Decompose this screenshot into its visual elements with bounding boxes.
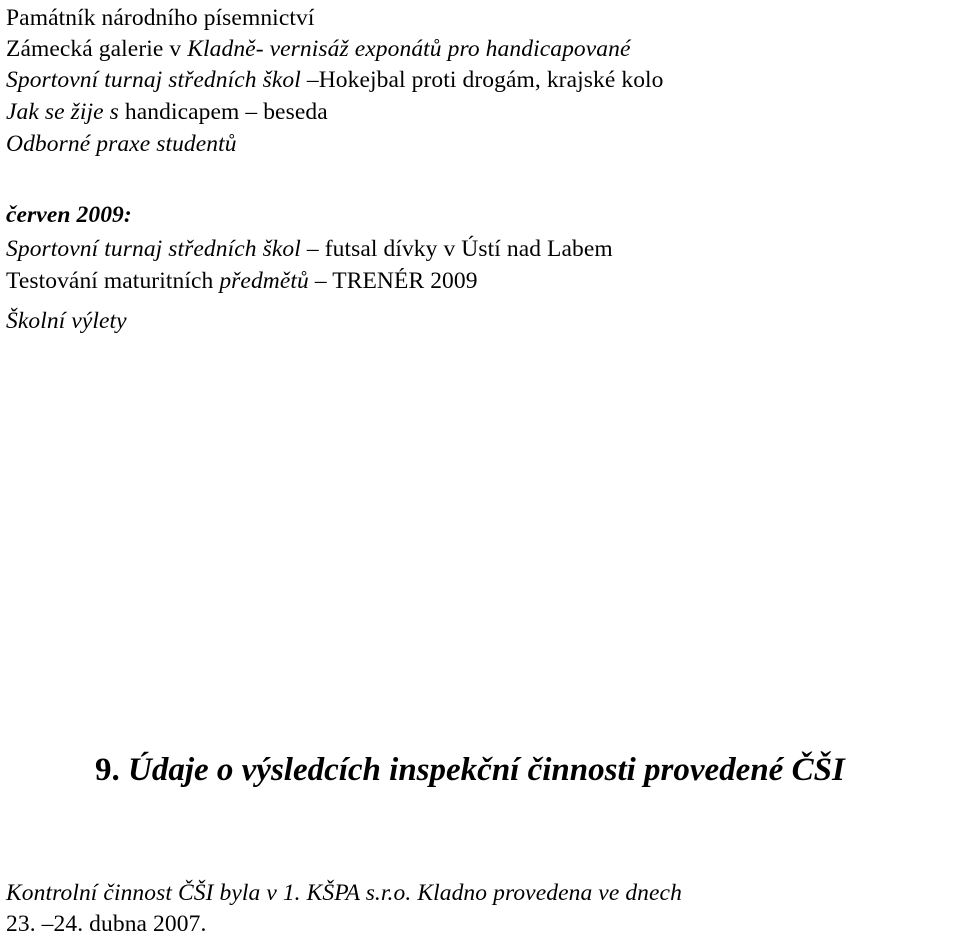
line-text-italic: Sportovní turnaj středních škol –: [6, 236, 325, 262]
line-text-italic: Jak se žije s: [6, 99, 125, 125]
line-text-upright: handicapem – beseda: [124, 99, 328, 125]
text-line-skolni-vylety: [6, 306, 127, 336]
line-text-upright: – TRENÉR 2009: [308, 268, 478, 294]
footer-line-kontrolni-cinnost: [6, 878, 682, 908]
line-text: Památník národního písemnictví: [6, 5, 315, 31]
footer-text: Kontrolní činnost ČŠI byla v 1. KŠPA s.r.o. Kladno provedena ve dnech: [6, 880, 682, 906]
footer-line-dates: [6, 909, 206, 939]
footer-dates-text: 23. –24. dubna 2007.: [6, 911, 207, 937]
section-number: 9.: [95, 752, 128, 788]
section-title: Údaje o výsledcích inspekční činnosti provedené ČŠI: [128, 752, 845, 788]
line-text-upright: futsal dívky v Ústí nad Labem: [324, 236, 613, 262]
text-line-pamatnik: [6, 3, 314, 33]
text-line-hokejbal: [6, 65, 664, 95]
text-line-odborne-praxe: [6, 129, 237, 159]
line-text-italic: Kladně- vernisáž exponátů pro handicapované: [187, 36, 631, 62]
line-text: Odborné praxe studentů: [6, 131, 237, 157]
section-heading: [95, 748, 845, 792]
month-heading: [6, 200, 132, 230]
line-text: Školní výlety: [6, 308, 127, 334]
line-text-upright: Zámecká galerie v: [6, 36, 188, 62]
line-text-italic: předmětů: [219, 268, 309, 294]
text-line-zamecka-galerie: [6, 34, 631, 64]
line-text-upright: –Hokejbal proti drogám, krajské kolo: [306, 67, 664, 93]
text-line-beseda: [6, 97, 328, 127]
month-heading-text: červen 2009:: [6, 202, 132, 228]
text-line-testovani: [6, 266, 478, 296]
line-text-italic: Sportovní turnaj středních škol: [6, 67, 307, 93]
line-text-upright: Testování maturitních: [6, 268, 220, 294]
text-line-futsal: [6, 234, 613, 264]
